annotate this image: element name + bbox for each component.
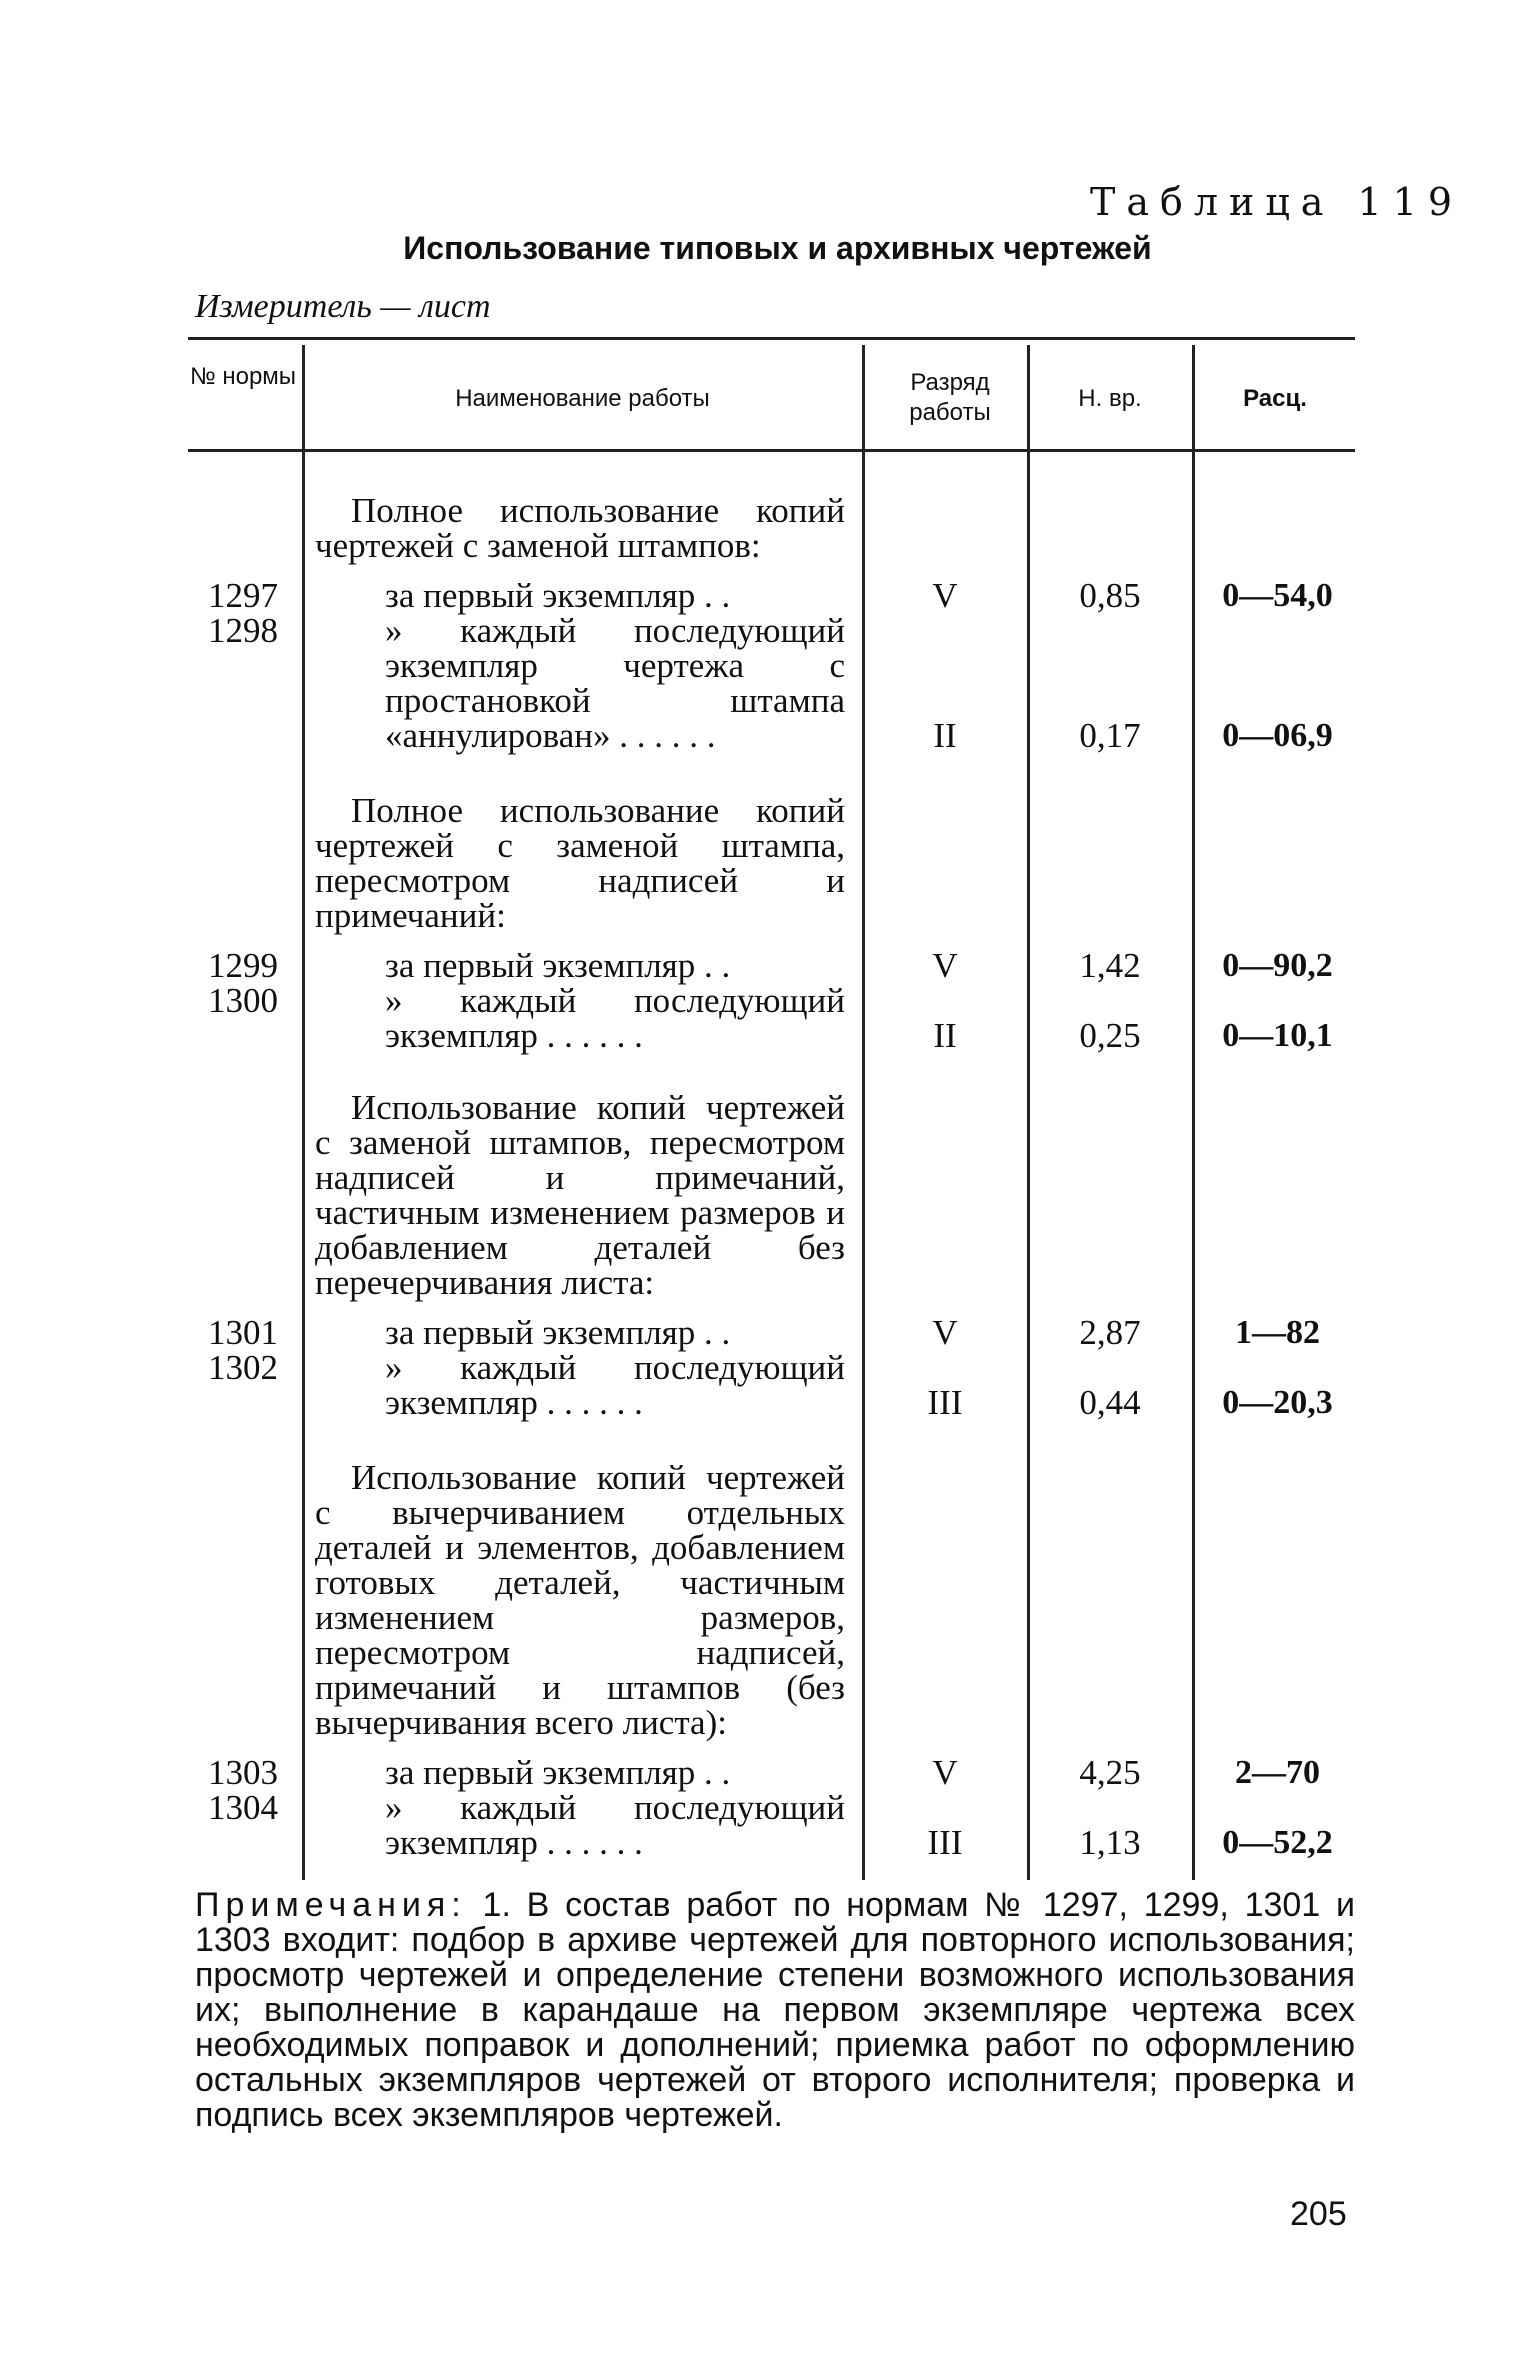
rate-cell: 1—82 (1235, 1314, 1320, 1351)
grade-cell: III (927, 1823, 963, 1862)
rate-cell: 0—06,9 (1222, 717, 1333, 754)
grade-cell: V (932, 576, 958, 615)
table-header-rule (188, 449, 1355, 452)
header-work-name: Наименование работы (455, 385, 710, 412)
rate-cell: 0—52,2 (1222, 1824, 1333, 1861)
grade-cell: III (927, 1383, 963, 1422)
work-item: за первый экземпляр . . (385, 946, 731, 985)
measure-unit: Измеритель — лист (195, 288, 491, 325)
work-item: за первый экземпляр . . (385, 1313, 731, 1352)
work-item: за первый экземпляр . . (385, 1753, 731, 1792)
work-item: » каждый последующий экземпляр . . . . . . (385, 1788, 845, 1862)
norm-number: 1298 (208, 611, 278, 650)
column-divider-3 (1027, 345, 1030, 1880)
notes-text: 1. В состав работ по нормам № 1297, 1299, 1301 и 1303 входит: подбор в архиве чертежей для повторного использования; просмотр чертежей и определение степени возможного использования их; выполнение в карандаше на первом экземпляре чертежа всех необходимых поправок и дополнений; приемка работ по оформлению остальных экземпляров чертежей от второго исполнителя; проверка и подпись всех экземпляров чертежей. (195, 1886, 1355, 2134)
time-cell: 0,85 (1079, 576, 1141, 615)
work-item: » каждый последующий экземпляр чертежа с простановкой штампа «аннулирован» . . . . . . (385, 611, 845, 755)
grade-cell: II (933, 1016, 957, 1055)
column-divider-2 (862, 345, 865, 1880)
norm-number: 1302 (208, 1348, 278, 1387)
time-cell: 0,17 (1079, 716, 1141, 755)
group-title-text: Использование копий чертежей с вычерчиванием отдельных деталей и элементов, добавлением готовых деталей, частичным изменением размеров, пересмотром надписей, примечаний и штампов (без вычерчивания всего листа): (315, 1458, 845, 1742)
group-title-text: Полное использование копий чертежей с заменой штампа, пересмотром надписей и примечаний: (315, 791, 845, 935)
header-norm-no: № нормы (189, 363, 297, 390)
rate-cell: 0—10,1 (1222, 1017, 1333, 1054)
page-number: 205 (1290, 2195, 1347, 2233)
notes-label: Примечания: (195, 1886, 467, 1924)
grade-cell: II (933, 716, 957, 755)
time-cell: 1,13 (1079, 1823, 1141, 1862)
time-cell: 4,25 (1079, 1753, 1141, 1792)
table-top-rule (188, 337, 1355, 340)
rate-cell: 0—90,2 (1222, 947, 1333, 984)
rate-cell: 0—20,3 (1222, 1384, 1333, 1421)
work-item: » каждый последующий экземпляр . . . . . . (385, 981, 845, 1055)
group-title (315, 793, 845, 933)
grade-cell: V (932, 1313, 958, 1352)
header-rate: Расц. (1243, 385, 1307, 412)
group-title-text: Использование копий чертежей с заменой штампов, пересмотром надписей и примечаний, частичным изменением размеров и добавлением деталей без перечерчивания листа: (315, 1088, 845, 1302)
norm-number: 1300 (208, 981, 278, 1020)
group-title (315, 1090, 845, 1300)
norm-number: 1301 (208, 1313, 278, 1352)
notes (195, 1888, 1355, 2133)
grade-cell: V (932, 1753, 958, 1792)
time-cell: 2,87 (1079, 1313, 1141, 1352)
header-time: Н. вр. (1078, 385, 1142, 412)
norm-number: 1304 (208, 1788, 278, 1827)
work-item: » каждый последующий экземпляр . . . . . . (385, 1348, 845, 1422)
work-item: за первый экземпляр . . (385, 576, 731, 615)
rate-cell: 0—54,0 (1222, 577, 1333, 614)
time-cell: 0,25 (1079, 1016, 1141, 1055)
time-cell: 1,42 (1079, 946, 1141, 985)
table-caption: Таблица 119 (1090, 180, 1464, 224)
column-divider-1 (302, 345, 305, 1880)
norm-number: 1303 (208, 1753, 278, 1792)
grade-cell: V (932, 946, 958, 985)
table-title: Использование типовых и архивных чертежей (403, 230, 1152, 266)
time-cell: 0,44 (1079, 1383, 1141, 1422)
norm-number: 1297 (208, 576, 278, 615)
group-title (315, 1460, 845, 1740)
header-grade: Разряд работы (909, 369, 991, 426)
group-title (315, 493, 845, 563)
norm-number: 1299 (208, 946, 278, 985)
column-divider-4 (1192, 345, 1195, 1880)
group-title-text: Полное использование копий чертежей с заменой штампов: (315, 491, 845, 565)
rate-cell: 2—70 (1235, 1754, 1320, 1791)
